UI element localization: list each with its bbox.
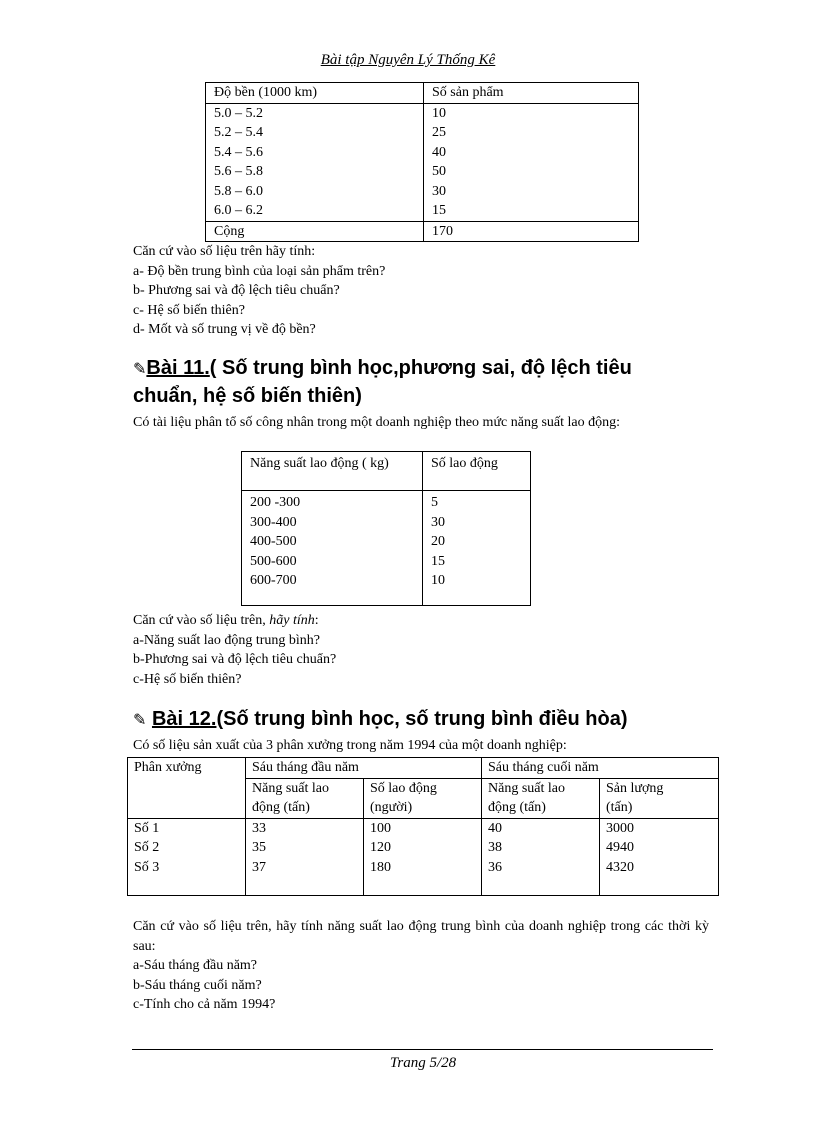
table-cell: 170	[424, 221, 639, 242]
table-row	[206, 162, 639, 182]
cell-value: 40	[488, 820, 502, 836]
question-item: c- Hệ số biến thiên?	[133, 302, 245, 318]
table-cell: 40	[424, 143, 639, 163]
question-list-11	[133, 611, 336, 689]
table-header-row	[206, 83, 639, 104]
table-header-row	[128, 758, 719, 779]
table-cell: 5.2 – 5.4	[206, 123, 424, 143]
question-intro: Căn cứ vào số liệu trên hãy tính:	[133, 244, 316, 259]
question-list-10	[133, 242, 385, 340]
subheader-line: Năng suất lao	[488, 780, 565, 796]
table-cell: 50	[424, 162, 639, 182]
table-group-header: Sáu tháng cuối năm	[482, 758, 719, 779]
range-value: 600-700	[250, 573, 297, 588]
subheader-line: (tấn)	[606, 800, 633, 815]
pen-icon: ✎	[133, 361, 147, 378]
table-cell: 5.0 – 5.2	[206, 103, 424, 123]
exercise-title: ( Số trung bình học,phương sai, độ lệch tiêu chuẩn, hệ số biến thiên)	[133, 357, 632, 407]
count-value: 20	[431, 534, 445, 549]
cell-value: 35	[252, 840, 266, 855]
cell-value: 4940	[606, 840, 634, 855]
cell-value: 37	[252, 859, 266, 875]
table-cell: 5.4 – 5.6	[206, 143, 424, 163]
table-cell: 5.8 – 6.0	[206, 182, 424, 202]
count-value: 30	[431, 514, 445, 530]
range-value: 500-600	[250, 553, 297, 569]
question-item: a-Năng suất lao động trung bình?	[133, 632, 321, 648]
cell-value: 33	[252, 820, 266, 836]
table-group-header: Sáu tháng đầu năm	[246, 758, 482, 779]
cell-value: 38	[488, 840, 502, 855]
table-cell-ranges	[242, 491, 423, 606]
table-body-row	[242, 491, 531, 606]
table-row	[206, 182, 639, 202]
table-row	[206, 143, 639, 163]
footer-divider	[132, 1049, 713, 1050]
table-cell: 10	[424, 103, 639, 123]
exercise-title: (Số trung bình học, số trung bình điều hòa)	[216, 708, 628, 730]
question-item: a-Sáu tháng đầu năm?	[133, 958, 258, 973]
durability-table	[205, 82, 639, 242]
table-cell	[600, 818, 719, 895]
pen-icon: ✎	[133, 712, 147, 729]
question-item: a- Độ bền trung bình của loại sản phẩm trên?	[133, 263, 386, 279]
table-row	[206, 123, 639, 143]
cell-value: 3000	[606, 820, 634, 836]
subheader-line: động (tấn)	[252, 800, 310, 815]
productivity-table	[241, 451, 531, 606]
question-item: c-Tính cho cả năm 1994?	[133, 997, 276, 1012]
question-item: b-Phương sai và độ lệch tiêu chuẩn?	[133, 652, 337, 667]
table-cell: Cộng	[206, 221, 424, 242]
table-header-cell: Phân xưởng	[128, 758, 246, 819]
question-item: b-Sáu tháng cuối năm?	[133, 977, 262, 993]
question-list-12	[133, 917, 709, 1015]
cell-value: 4320	[606, 859, 634, 875]
table-cell-counts	[423, 491, 531, 606]
question-item: c-Hệ số biến thiên?	[133, 671, 242, 687]
exercise-11-intro: Có tài liệu phân tổ số công nhân trong một doanh nghiệp theo mức năng suất lao động:	[133, 415, 621, 430]
table-cell	[482, 818, 600, 895]
table-header-cell: Số sản phẩm	[424, 83, 639, 104]
subheader-line: động (tấn)	[488, 800, 546, 815]
table-cell: 30	[424, 182, 639, 202]
table-header-row	[242, 452, 531, 491]
exercise-12-heading	[133, 706, 733, 734]
workshop-name: Số 3	[134, 859, 160, 875]
question-intro: Căn cứ vào số liệu trên, hãy tính năng suất lao động trung bình của doanh nghiệp trong các thời kỳ sau:	[133, 919, 709, 954]
subheader-line: (người)	[370, 800, 413, 815]
count-value: 10	[431, 573, 445, 588]
table-cell: 5.6 – 5.8	[206, 162, 424, 182]
page-number: Trang 5/28	[389, 1055, 457, 1071]
table-cell	[128, 818, 246, 895]
workshop-name: Số 1	[134, 820, 160, 836]
exercise-11-heading	[133, 355, 693, 410]
table-row	[206, 201, 639, 221]
workshop-name: Số 2	[134, 840, 160, 855]
exercise-label: Bài 11.	[146, 357, 210, 379]
page-header: Bài tập Nguyên Lý Thống Kê	[320, 52, 496, 68]
question-item: d- Mốt và số trung vị về độ bền?	[133, 322, 316, 337]
table-header-cell: Độ bền (1000 km)	[206, 83, 424, 104]
table-cell: 15	[424, 201, 639, 221]
question-intro: Căn cứ vào số liệu trên, hãy tính:	[133, 613, 319, 628]
exercise-12-intro: Có số liệu sản xuất của 3 phân xưởng trong năm 1994 của một doanh nghiệp:	[133, 738, 567, 753]
cell-value: 36	[488, 859, 502, 875]
range-value: 200 -300	[250, 495, 301, 510]
cell-value: 180	[370, 859, 391, 875]
table-cell: 25	[424, 123, 639, 143]
table-subheader-cell	[482, 778, 600, 818]
table-subheader-cell	[600, 778, 719, 818]
question-item: b- Phương sai và độ lệch tiêu chuẩn?	[133, 283, 340, 298]
subheader-line: Năng suất lao	[252, 780, 329, 796]
subheader-line: Sản lượng	[606, 780, 664, 796]
table-subheader-cell	[364, 778, 482, 818]
cell-value: 100	[370, 820, 391, 836]
exercise-label: Bài 12.	[151, 708, 217, 730]
table-cell: 6.0 – 6.2	[206, 201, 424, 221]
table-body-row	[128, 818, 719, 895]
subheader-line: Số lao động	[370, 780, 437, 796]
count-value: 5	[431, 495, 438, 510]
table-cell	[364, 818, 482, 895]
range-value: 300-400	[250, 514, 297, 530]
range-value: 400-500	[250, 534, 297, 549]
table-cell	[246, 818, 364, 895]
table-header-cell: Năng suất lao động ( kg)	[242, 452, 423, 491]
workshop-table	[127, 757, 719, 896]
table-row	[206, 103, 639, 123]
table-total-row	[206, 221, 639, 242]
table-subheader-cell	[246, 778, 364, 818]
cell-value: 120	[370, 840, 391, 855]
table-header-cell: Số lao động	[423, 452, 531, 491]
count-value: 15	[431, 553, 445, 569]
